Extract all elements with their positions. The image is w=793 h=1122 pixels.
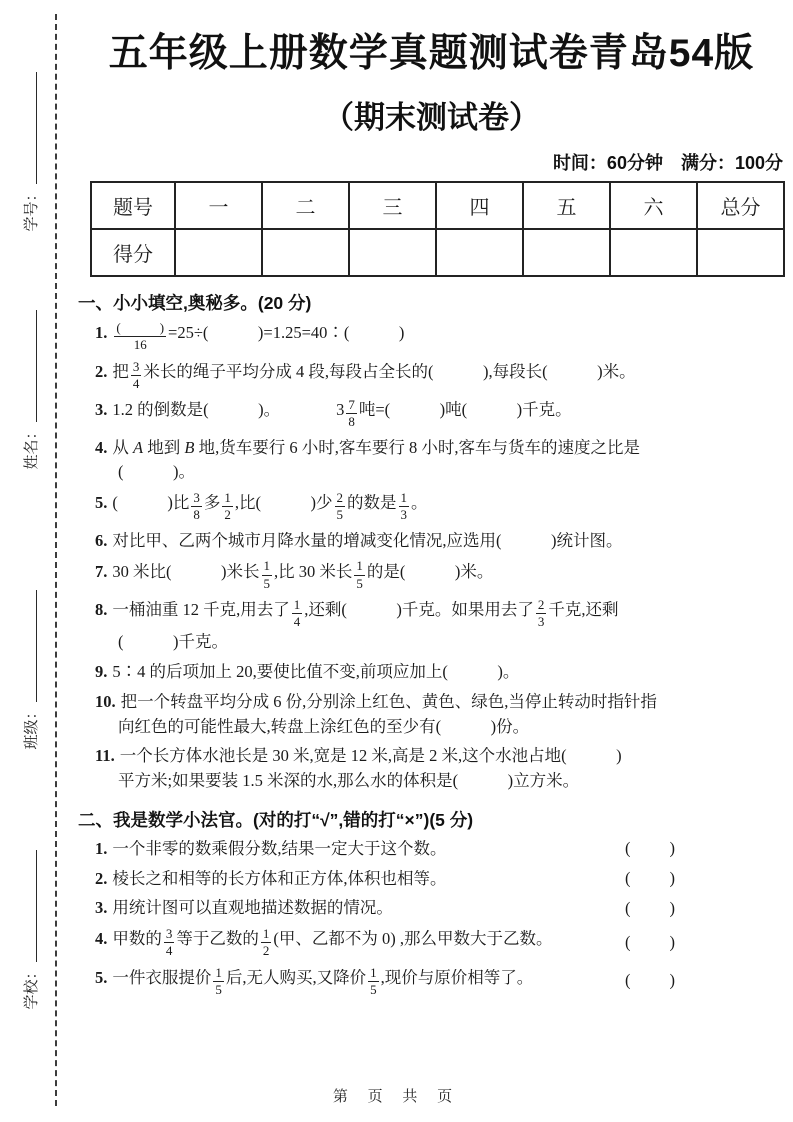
question-number: 1.	[95, 838, 108, 858]
question	[78, 320, 785, 354]
question	[78, 926, 785, 960]
score-cell	[610, 229, 697, 276]
fraction	[335, 490, 346, 524]
question-number: 5.	[95, 493, 108, 513]
score-table-body	[91, 182, 784, 276]
fraction-denominator: 5	[336, 507, 343, 523]
fraction-denominator: 5	[215, 981, 222, 997]
student-name-field	[19, 300, 41, 480]
question	[78, 965, 785, 999]
paper-title: 五年级上册数学真题测试卷青岛54版	[108, 32, 755, 75]
question-text: 一个非零的数乘假分数,结果一定大于这个数。	[112, 838, 447, 858]
fraction-numerator: 1	[354, 558, 365, 575]
fill-in-line	[24, 73, 37, 185]
question-number: 1.	[95, 323, 108, 343]
question	[78, 529, 785, 554]
fraction-numerator: 2	[536, 597, 547, 614]
question-text: 1.2 的倒数是( )。 3 $\frac{7}{8}$ 吨=( )吨( )千克。	[112, 397, 572, 430]
fraction-numerator: 1	[399, 490, 410, 507]
question-text: 一件衣服提价 $\frac{1}{5}$ 后,无人购买,又降价 $\frac{1}{5}$ ,现价与原价相等了。	[112, 964, 534, 997]
fraction	[368, 965, 379, 999]
fraction-numerator: 1	[213, 965, 224, 982]
math-variable: B	[184, 437, 195, 457]
fraction-numerator: 1	[292, 597, 303, 614]
section-heading: 一、小小填空,奥秘多。(20 分)	[78, 293, 312, 313]
question-text: 30 米比( )米长 $\frac{1}{5}$ ,比 30 米长 $\frac{1}{5}$ 的是( )米。	[112, 558, 494, 591]
question-text: 甲数的 $\frac{3}{4}$ 等于乙数的 $\frac{1}{2}$ (甲、乙都不为 0) ,那么甲数大于乙数。	[112, 926, 553, 959]
class-label: 班级：	[23, 704, 40, 750]
question-text: ( )比 $\frac{3}{8}$ 多 $\frac{1}{2}$ ,比( )少 $\frac{2}{5}$ 的数是 $\frac{1}{3}$ 。	[112, 490, 428, 523]
question-list	[78, 837, 785, 998]
score-table-header-cell: 总分	[697, 182, 784, 229]
score-table	[90, 181, 785, 277]
main-content	[78, 0, 785, 1003]
score-table-corner-cell: 题号	[91, 182, 175, 229]
question-number: 8.	[95, 600, 108, 619]
question-text: 把一个转盘平均分成 6 份,分别涂上红色、黄色、绿色,当停止转动时指针指 向红色的可能性最大,转盘上涂红色的至少有( )份。	[118, 691, 657, 736]
math-variable: A	[133, 437, 144, 457]
binding-dashed-line	[55, 14, 57, 1106]
fraction	[261, 926, 272, 960]
fraction-denominator: 2	[224, 507, 231, 523]
score-cell	[175, 229, 262, 276]
fraction-numerator: 3	[191, 490, 202, 507]
fraction-numerator: 1	[368, 965, 379, 982]
class-field	[19, 580, 41, 760]
fraction	[222, 490, 233, 524]
fraction-denominator: 4	[132, 375, 140, 391]
fraction-denominator: 4	[293, 614, 301, 629]
question-text: 用统计图可以直观地描述数据的情况。	[112, 898, 393, 918]
student-name-label: 姓名：	[23, 424, 40, 470]
question	[78, 660, 785, 685]
score-row-label-cell: 得分	[91, 229, 175, 276]
fraction-denominator: 3	[537, 614, 545, 629]
fraction-denominator: 8	[348, 414, 355, 430]
question-number: 3.	[95, 898, 108, 918]
fraction	[131, 359, 142, 393]
fraction-numerator: 3	[164, 926, 175, 943]
section-heading: 二、我是数学小法官。(对的打“√”,错的打“×”)(5 分)	[78, 809, 474, 830]
question	[78, 837, 785, 862]
score-table-header-cell: 二	[262, 182, 349, 229]
fraction-numerator: 7	[346, 397, 357, 414]
fraction-numerator: 1	[261, 926, 272, 943]
question	[78, 359, 785, 393]
question	[78, 896, 785, 921]
fraction-numerator: 3	[131, 359, 142, 376]
fraction	[399, 490, 410, 524]
question-number: 4.	[95, 437, 108, 457]
score-cell	[436, 229, 523, 276]
fraction-denominator: 8	[193, 507, 200, 523]
question-number: 6.	[95, 530, 108, 550]
answer-bracket: ( )	[625, 932, 677, 952]
student-id-field	[19, 62, 41, 242]
score-cell	[523, 229, 610, 276]
fraction	[292, 597, 303, 631]
question	[78, 397, 785, 431]
fraction	[346, 397, 357, 431]
question-number: 11.	[95, 746, 115, 766]
score-cell	[262, 229, 349, 276]
fraction-denominator: 5	[356, 575, 363, 591]
question-text: 对比甲、乙两个城市月降水量的增减变化情况,应选用( )统计图。	[112, 530, 623, 550]
answer-bracket: ( )	[625, 970, 677, 990]
fraction	[213, 965, 224, 999]
fraction	[536, 597, 547, 631]
student-id-label: 学号：	[23, 186, 40, 232]
fraction	[164, 926, 175, 960]
question-number: 10.	[95, 691, 116, 711]
question	[78, 597, 785, 655]
school-label: 学校：	[23, 964, 40, 1010]
fraction-numerator: 1	[222, 490, 233, 507]
page-footer: 第 页 共 页	[332, 1089, 461, 1105]
question	[78, 558, 785, 592]
score-table-header-row	[91, 182, 784, 229]
question-number: 7.	[95, 561, 108, 581]
fraction-denominator: 16	[133, 337, 147, 353]
fill-in-line	[24, 311, 37, 423]
fill-in-line	[24, 851, 37, 963]
fraction-numerator: 2	[335, 490, 346, 507]
question-number: 9.	[95, 662, 108, 681]
fraction-denominator: 5	[263, 575, 270, 591]
fraction-numerator: 1	[262, 558, 273, 575]
question	[78, 490, 785, 524]
fraction	[262, 558, 273, 592]
question-number: 2.	[95, 868, 108, 888]
section-true-false	[78, 807, 785, 998]
fraction-denominator: 5	[370, 981, 377, 997]
time-and-score-info: 时间：60分钟 满分：100分	[552, 153, 783, 173]
score-table-header-cell: 五	[523, 182, 610, 229]
question	[78, 867, 785, 892]
fraction-denominator: 3	[400, 507, 407, 523]
fraction-denominator: 2	[262, 943, 270, 959]
question-text: $\frac{( )}{16}$ =25÷( )=1.25=40∶( )	[116, 320, 405, 353]
question	[78, 690, 785, 740]
question-number: 5.	[95, 967, 108, 987]
question-text: 5∶4 的后项加上 20,要使比值不变,前项应加上( )。	[112, 662, 520, 681]
fraction	[191, 490, 202, 524]
score-cell	[697, 229, 784, 276]
score-cell	[349, 229, 436, 276]
question-text: 把 $\frac{3}{4}$ 米长的绳子平均分成 4 段,每段占全长的( ),每段长( )米。	[112, 358, 636, 391]
score-table-header-cell: 四	[436, 182, 523, 229]
fraction	[114, 320, 166, 354]
question-text: 一桶油重 12 千克,用去了 $\frac{1}{4}$ ,还剩( )千克。如果用去了 $\frac{2}{3}$ 千克,还剩 ( )千克。	[112, 596, 619, 652]
score-table-header-cell: 六	[610, 182, 697, 229]
score-table-header-cell: 三	[349, 182, 436, 229]
score-table-header-cell: 一	[175, 182, 262, 229]
question-number: 2.	[95, 361, 108, 381]
paper-subtitle: （期末测试卷）	[323, 100, 540, 135]
school-field	[19, 840, 41, 1020]
answer-bracket: ( )	[625, 868, 677, 888]
fraction-numerator: ( )	[114, 320, 166, 337]
question-number: 4.	[95, 929, 108, 949]
question-text: 从 A 地到 B 地,货车要行 6 小时,客车要行 8 小时,客车与货车的速度之比是 ( )。	[112, 437, 640, 482]
section-fill-in-blanks	[78, 290, 785, 794]
spacer	[280, 414, 336, 415]
question	[78, 436, 785, 486]
question-list	[78, 320, 785, 794]
answer-bracket: ( )	[625, 898, 677, 918]
score-table-score-row	[91, 229, 784, 276]
fraction-denominator: 4	[165, 943, 173, 959]
question-text: 棱长之和相等的长方体和正方体,体积也相等。	[112, 868, 447, 888]
question-text: 一个长方体水池长是 30 米,宽是 12 米,高是 2 米,这个水池占地( ) 平方米;如果要装 1.5 米深的水,那么水的体积是( )立方米。	[118, 746, 622, 790]
fraction	[354, 558, 365, 592]
question-number: 3.	[95, 400, 108, 420]
answer-bracket: ( )	[625, 838, 677, 858]
fill-in-line	[24, 591, 37, 703]
question	[78, 744, 785, 794]
